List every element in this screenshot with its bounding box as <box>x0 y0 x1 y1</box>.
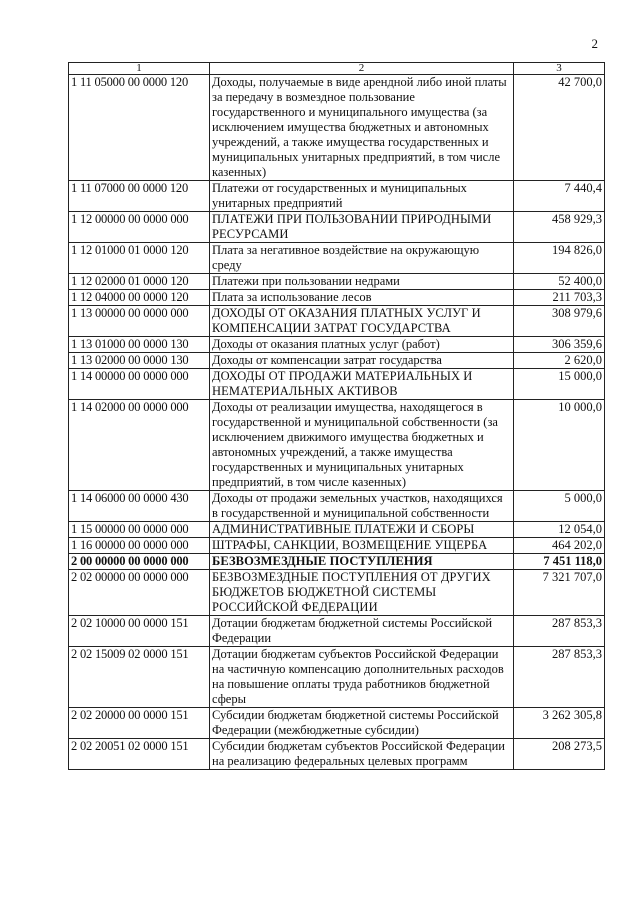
budget-code: 1 14 06000 00 0000 430 <box>69 491 210 522</box>
table-row <box>69 306 605 337</box>
revenue-description: Платежи при пользовании недрами <box>210 274 514 290</box>
revenue-description: ДОХОДЫ ОТ ОКАЗАНИЯ ПЛАТНЫХ УСЛУГ И КОМПЕНСАЦИИ ЗАТРАТ ГОСУДАРСТВА <box>210 306 514 337</box>
budget-code: 2 02 20051 02 0000 151 <box>69 739 210 770</box>
table-row <box>69 522 605 538</box>
budget-code: 1 14 02000 00 0000 000 <box>69 400 210 491</box>
revenue-amount: 5 000,0 <box>514 491 605 522</box>
table-row <box>69 353 605 369</box>
revenue-description: Доходы, получаемые в виде арендной либо иной платы за передачу в возмездное пользование государственного и муниципального имущества (за исключением имущества бюджетных и автономных учреждений, а также имущества государственных и муниципальных унитарных предприятий, в том числе казенных) <box>210 75 514 181</box>
revenue-description: Дотации бюджетам субъектов Российской Федерации на частичную компенсацию дополнительных расходов на повышение оплаты труда работников бюджетной сферы <box>210 647 514 708</box>
budget-code: 1 12 02000 01 0000 120 <box>69 274 210 290</box>
revenue-amount: 194 826,0 <box>514 243 605 274</box>
revenue-amount: 10 000,0 <box>514 400 605 491</box>
budget-code: 2 02 10000 00 0000 151 <box>69 616 210 647</box>
table-row <box>69 181 605 212</box>
revenue-amount: 15 000,0 <box>514 369 605 400</box>
revenue-amount: 287 853,3 <box>514 616 605 647</box>
revenue-description: Дотации бюджетам бюджетной системы Российской Федерации <box>210 616 514 647</box>
revenue-description: БЕЗВОЗМЕЗДНЫЕ ПОСТУПЛЕНИЯ <box>210 554 514 570</box>
budget-code: 1 11 05000 00 0000 120 <box>69 75 210 181</box>
table-row <box>69 616 605 647</box>
budget-code: 1 11 07000 00 0000 120 <box>69 181 210 212</box>
page-number: 2 <box>591 36 598 51</box>
budget-code: 1 13 02000 00 0000 130 <box>69 353 210 369</box>
budget-code: 1 13 01000 00 0000 130 <box>69 337 210 353</box>
table-row <box>69 369 605 400</box>
budget-code: 2 02 00000 00 0000 000 <box>69 570 210 616</box>
column-number-row <box>69 63 605 75</box>
budget-code: 1 13 00000 00 0000 000 <box>69 306 210 337</box>
revenue-amount: 7 440,4 <box>514 181 605 212</box>
revenue-amount: 464 202,0 <box>514 538 605 554</box>
revenue-amount: 2 620,0 <box>514 353 605 369</box>
column-header-code: 1 <box>69 63 210 75</box>
revenue-amount: 208 273,5 <box>514 739 605 770</box>
revenue-amount: 7 321 707,0 <box>514 570 605 616</box>
table-row <box>69 491 605 522</box>
table-row <box>69 75 605 181</box>
table-row <box>69 570 605 616</box>
revenue-description: Доходы от компенсации затрат государства <box>210 353 514 369</box>
revenue-description: Платежи от государственных и муниципальных унитарных предприятий <box>210 181 514 212</box>
revenue-amount: 12 054,0 <box>514 522 605 538</box>
revenue-description: Плата за использование лесов <box>210 290 514 306</box>
revenue-description: ПЛАТЕЖИ ПРИ ПОЛЬЗОВАНИИ ПРИРОДНЫМИ РЕСУРСАМИ <box>210 212 514 243</box>
revenue-description: Субсидии бюджетам бюджетной системы Российской Федерации (межбюджетные субсидии) <box>210 708 514 739</box>
budget-code: 1 15 00000 00 0000 000 <box>69 522 210 538</box>
revenue-amount: 42 700,0 <box>514 75 605 181</box>
table-row <box>69 400 605 491</box>
revenue-amount: 3 262 305,8 <box>514 708 605 739</box>
table-row <box>69 538 605 554</box>
column-header-description: 2 <box>210 63 514 75</box>
table-row <box>69 647 605 708</box>
table-row <box>69 212 605 243</box>
revenue-amount: 308 979,6 <box>514 306 605 337</box>
budget-code: 1 16 00000 00 0000 000 <box>69 538 210 554</box>
revenue-description: Доходы от реализации имущества, находящегося в государственной и муниципальной собственности (за исключением движимого имущества бюджетных и автономных учреждений, а также имущества государственных и муниципальных унитарных предприятий, в том числе казенных) <box>210 400 514 491</box>
revenue-description: Доходы от продажи земельных участков, находящихся в государственной и муниципальной собственности <box>210 491 514 522</box>
table-row <box>69 274 605 290</box>
budget-code: 2 02 20000 00 0000 151 <box>69 708 210 739</box>
table-row <box>69 708 605 739</box>
revenue-amount: 211 703,3 <box>514 290 605 306</box>
revenue-description: ДОХОДЫ ОТ ПРОДАЖИ МАТЕРИАЛЬНЫХ И НЕМАТЕРИАЛЬНЫХ АКТИВОВ <box>210 369 514 400</box>
budget-code: 1 12 04000 00 0000 120 <box>69 290 210 306</box>
revenue-amount: 287 853,3 <box>514 647 605 708</box>
revenue-amount: 52 400,0 <box>514 274 605 290</box>
table-row <box>69 243 605 274</box>
revenue-description: Доходы от оказания платных услуг (работ) <box>210 337 514 353</box>
table-row <box>69 290 605 306</box>
revenue-amount: 458 929,3 <box>514 212 605 243</box>
revenue-description: АДМИНИСТРАТИВНЫЕ ПЛАТЕЖИ И СБОРЫ <box>210 522 514 538</box>
revenue-amount: 7 451 118,0 <box>514 554 605 570</box>
revenue-description: Субсидии бюджетам субъектов Российской Федерации на реализацию федеральных целевых программ <box>210 739 514 770</box>
column-header-amount: 3 <box>514 63 605 75</box>
revenue-description: Плата за негативное воздействие на окружающую среду <box>210 243 514 274</box>
budget-code: 2 02 15009 02 0000 151 <box>69 647 210 708</box>
table-row-total <box>69 554 605 570</box>
budget-code: 1 12 00000 00 0000 000 <box>69 212 210 243</box>
budget-code: 1 12 01000 01 0000 120 <box>69 243 210 274</box>
revenue-table <box>68 62 605 770</box>
table-row <box>69 337 605 353</box>
revenue-amount: 306 359,6 <box>514 337 605 353</box>
budget-code: 1 14 00000 00 0000 000 <box>69 369 210 400</box>
revenue-description: ШТРАФЫ, САНКЦИИ, ВОЗМЕЩЕНИЕ УЩЕРБА <box>210 538 514 554</box>
table-row <box>69 739 605 770</box>
revenue-description: БЕЗВОЗМЕЗДНЫЕ ПОСТУПЛЕНИЯ ОТ ДРУГИХ БЮДЖЕТОВ БЮДЖЕТНОЙ СИСТЕМЫ РОССИЙСКОЙ ФЕДЕРАЦИИ <box>210 570 514 616</box>
budget-code: 2 00 00000 00 0000 000 <box>69 554 210 570</box>
